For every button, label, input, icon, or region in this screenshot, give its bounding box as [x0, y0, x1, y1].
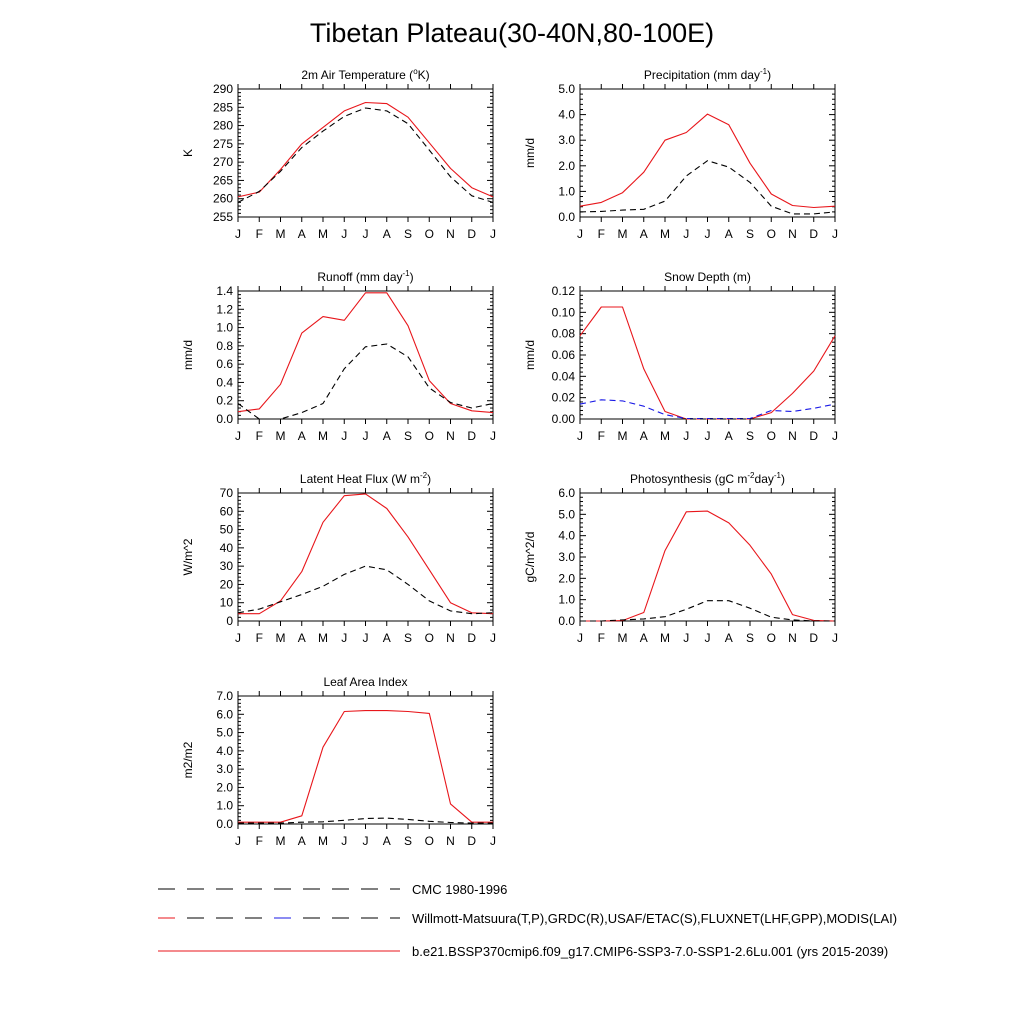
- y-tick-label: 2.0: [216, 780, 233, 795]
- x-tick-label: S: [403, 227, 413, 241]
- x-tick-label: J: [704, 631, 711, 645]
- x-tick-label: S: [403, 429, 413, 443]
- x-tick-label: D: [467, 429, 477, 443]
- x-tick-label: S: [745, 227, 755, 241]
- series-line-model: [238, 103, 493, 197]
- x-tick-label: A: [382, 429, 391, 443]
- y-tick-label: 0.0: [216, 817, 233, 831]
- panel-title: Snow Depth (m): [664, 270, 751, 284]
- panel-runoff: [181, 269, 496, 443]
- series-line-model: [238, 494, 493, 614]
- x-tick-label: A: [297, 631, 306, 645]
- x-tick-label: O: [766, 631, 776, 645]
- x-tick-label: J: [832, 631, 838, 645]
- panel-title: Runoff (mm day$^{-1}$): [317, 269, 414, 284]
- y-tick-label: 5.0: [558, 82, 575, 96]
- plot-frame: [580, 89, 835, 217]
- x-tick-label: A: [382, 631, 391, 645]
- panel-tsa: [181, 67, 496, 241]
- panel-title: 2m Air Temperature ($^o$K): [301, 67, 430, 82]
- x-tick-label: D: [467, 631, 477, 645]
- x-tick-label: A: [724, 227, 733, 241]
- y-axis-label: mm/d: [181, 340, 195, 370]
- x-tick-label: J: [235, 429, 241, 443]
- y-tick-label: 0: [226, 614, 233, 628]
- y-tick-label: 0.10: [551, 305, 575, 320]
- x-tick-label: D: [809, 631, 819, 645]
- x-tick-label: O: [424, 631, 434, 645]
- x-tick-label: F: [597, 227, 605, 241]
- x-tick-label: F: [255, 834, 263, 848]
- y-tick-label: 30: [219, 559, 233, 574]
- x-tick-label: A: [382, 227, 391, 241]
- series-line-obs: [238, 566, 493, 614]
- x-tick-label: F: [255, 631, 263, 645]
- y-axis-label: mm/d: [523, 340, 537, 370]
- x-tick-label: D: [809, 227, 819, 241]
- x-tick-label: F: [255, 429, 263, 443]
- x-tick-label: N: [446, 834, 455, 848]
- x-tick-label: A: [639, 429, 648, 443]
- x-tick-label: N: [446, 227, 455, 241]
- y-tick-label: 4.0: [216, 743, 233, 758]
- x-tick-label: J: [362, 429, 369, 443]
- y-tick-label: 5.0: [558, 507, 575, 522]
- y-axis-label: gC/m^2/d: [523, 531, 537, 583]
- y-tick-label: 4.0: [558, 528, 575, 543]
- x-tick-label: J: [235, 631, 241, 645]
- x-tick-label: M: [617, 227, 628, 241]
- x-tick-label: J: [362, 227, 369, 241]
- y-tick-label: 0.8: [216, 338, 233, 353]
- x-tick-label: M: [660, 631, 670, 645]
- x-tick-label: O: [424, 227, 434, 241]
- x-tick-label: M: [318, 834, 328, 848]
- y-tick-label: 0.12: [551, 284, 575, 298]
- y-tick-label: 1.0: [558, 592, 575, 607]
- y-tick-label: 0.0: [558, 614, 575, 628]
- x-tick-label: J: [683, 429, 690, 443]
- x-tick-label: M: [275, 227, 286, 241]
- x-tick-label: J: [490, 834, 496, 848]
- y-tick-label: 1.2: [216, 302, 233, 317]
- y-tick-label: 285: [212, 100, 233, 115]
- plot-frame: [580, 493, 835, 621]
- x-tick-label: J: [577, 227, 583, 241]
- y-tick-label: 1.0: [558, 184, 575, 199]
- x-tick-label: S: [403, 631, 413, 645]
- plot-frame: [238, 493, 493, 621]
- x-tick-label: A: [639, 227, 648, 241]
- y-tick-label: 10: [219, 595, 233, 610]
- x-tick-label: F: [597, 631, 605, 645]
- panel-title: Photosynthesis (gC $m^{-2}day^{-1}$): [630, 471, 785, 486]
- page-title: Tibetan Plateau(30-40N,80-100E): [309, 18, 715, 48]
- y-axis-label: W/m^2: [181, 538, 195, 576]
- panel-gpp: [523, 471, 838, 645]
- x-tick-label: M: [318, 429, 328, 443]
- x-tick-label: N: [446, 631, 455, 645]
- y-tick-label: 0.04: [551, 369, 575, 384]
- x-tick-label: D: [809, 429, 819, 443]
- series-line-model: [580, 511, 835, 621]
- y-tick-label: 40: [219, 540, 233, 555]
- x-tick-label: N: [788, 429, 797, 443]
- legend: [158, 882, 897, 959]
- series-line-obs: [238, 108, 493, 202]
- x-tick-label: J: [490, 429, 496, 443]
- x-tick-label: A: [724, 631, 733, 645]
- x-tick-label: M: [275, 631, 286, 645]
- x-tick-label: S: [745, 631, 755, 645]
- x-tick-label: J: [704, 429, 711, 443]
- x-tick-label: M: [617, 429, 628, 443]
- plot-frame: [238, 291, 493, 419]
- x-tick-label: M: [318, 227, 328, 241]
- y-tick-label: 0.02: [551, 390, 575, 405]
- x-tick-label: J: [832, 227, 838, 241]
- y-tick-label: 1.0: [216, 798, 233, 813]
- plot-frame: [238, 696, 493, 824]
- x-tick-label: O: [766, 227, 776, 241]
- x-tick-label: M: [617, 631, 628, 645]
- y-tick-label: 265: [212, 173, 233, 188]
- y-axis-label: mm/d: [523, 138, 537, 168]
- y-tick-label: 260: [212, 191, 233, 206]
- y-tick-label: 0.00: [551, 412, 575, 426]
- x-tick-label: S: [745, 429, 755, 443]
- y-tick-label: 6.0: [558, 486, 575, 500]
- panel-snowdp: [523, 270, 838, 443]
- y-tick-label: 1.0: [216, 320, 233, 335]
- x-tick-label: M: [275, 834, 286, 848]
- x-tick-label: J: [683, 631, 690, 645]
- x-tick-label: A: [639, 631, 648, 645]
- y-tick-label: 1.4: [216, 284, 233, 298]
- x-tick-label: A: [297, 227, 306, 241]
- y-tick-label: 7.0: [216, 689, 233, 703]
- series-line-obs: [238, 344, 493, 419]
- y-axis-label: K: [181, 148, 195, 158]
- series-line-model: [238, 293, 493, 413]
- x-tick-label: J: [704, 227, 711, 241]
- y-tick-label: 70: [219, 486, 233, 500]
- panel-title: Leaf Area Index: [323, 675, 408, 689]
- y-tick-label: 5.0: [216, 725, 233, 740]
- series-line-model: [238, 711, 493, 823]
- y-tick-label: 4.0: [558, 107, 575, 122]
- x-tick-label: M: [318, 631, 328, 645]
- y-tick-label: 20: [219, 577, 233, 592]
- x-tick-label: O: [424, 834, 434, 848]
- plot-frame: [580, 291, 835, 419]
- x-tick-label: A: [382, 834, 391, 848]
- legend-label: CMC 1980-1996: [412, 882, 508, 897]
- legend-label: Willmott-Matsuura(T,P),GRDC(R),USAF/ETAC(S),FLUXNET(LHF,GPP),MODIS(LAI): [412, 911, 898, 926]
- y-tick-label: 0.4: [216, 375, 233, 390]
- x-tick-label: J: [341, 429, 348, 443]
- x-tick-label: J: [577, 429, 583, 443]
- x-tick-label: J: [490, 227, 496, 241]
- y-tick-label: 2.0: [558, 571, 575, 586]
- x-tick-label: J: [362, 834, 369, 848]
- panel-title: Precipitation (mm day$^{-1}$): [643, 67, 772, 82]
- y-tick-label: 280: [212, 118, 233, 133]
- panel-lhf: [181, 471, 496, 645]
- y-axis-label: m2/m2: [181, 741, 195, 779]
- series-line-model: [580, 307, 835, 419]
- series-line-obs: [580, 601, 835, 621]
- x-tick-label: N: [788, 631, 797, 645]
- y-tick-label: 0.0: [216, 412, 233, 426]
- panel-prect: [523, 67, 838, 241]
- legend-label: b.e21.BSSP370cmip6.f09_g17.CMIP6-SSP3-7.0-SSP1-2.6Lu.001 (yrs 2015-2039): [412, 944, 889, 959]
- y-tick-label: 275: [212, 136, 233, 151]
- y-tick-label: 3.0: [558, 133, 575, 148]
- y-tick-label: 2.0: [558, 158, 575, 173]
- y-tick-label: 0.0: [558, 210, 575, 224]
- x-tick-label: J: [577, 631, 583, 645]
- x-tick-label: M: [660, 227, 670, 241]
- x-tick-label: A: [297, 429, 306, 443]
- x-tick-label: F: [255, 227, 263, 241]
- x-tick-label: J: [235, 227, 241, 241]
- series-line-cmc: [580, 400, 835, 419]
- y-tick-label: 0.08: [551, 326, 575, 341]
- x-tick-label: J: [683, 227, 690, 241]
- x-tick-label: N: [788, 227, 797, 241]
- y-tick-label: 3.0: [216, 762, 233, 777]
- x-tick-label: O: [424, 429, 434, 443]
- y-tick-label: 60: [219, 504, 233, 519]
- y-tick-label: 255: [212, 210, 233, 224]
- x-tick-label: O: [766, 429, 776, 443]
- x-tick-label: N: [446, 429, 455, 443]
- y-tick-label: 0.06: [551, 348, 575, 362]
- x-tick-label: J: [362, 631, 369, 645]
- x-tick-label: J: [490, 631, 496, 645]
- x-tick-label: J: [235, 834, 241, 848]
- panel-lai: [181, 675, 496, 848]
- x-tick-label: D: [467, 227, 477, 241]
- x-tick-label: D: [467, 834, 477, 848]
- x-tick-label: A: [724, 429, 733, 443]
- x-tick-label: M: [660, 429, 670, 443]
- y-tick-label: 270: [212, 155, 233, 170]
- x-tick-label: J: [341, 227, 348, 241]
- y-tick-label: 0.6: [216, 357, 233, 372]
- x-tick-label: F: [597, 429, 605, 443]
- panel-title: Latent Heat Flux (W $m^{-2}$): [299, 471, 432, 486]
- y-tick-label: 290: [212, 82, 233, 96]
- x-tick-label: M: [275, 429, 286, 443]
- x-tick-label: J: [341, 631, 348, 645]
- y-tick-label: 0.2: [216, 393, 233, 408]
- x-tick-label: A: [297, 834, 306, 848]
- x-tick-label: S: [403, 834, 413, 848]
- y-tick-label: 6.0: [216, 707, 233, 722]
- y-tick-label: 50: [219, 522, 233, 537]
- y-tick-label: 3.0: [558, 550, 575, 564]
- x-tick-label: J: [341, 834, 348, 848]
- x-tick-label: J: [832, 429, 838, 443]
